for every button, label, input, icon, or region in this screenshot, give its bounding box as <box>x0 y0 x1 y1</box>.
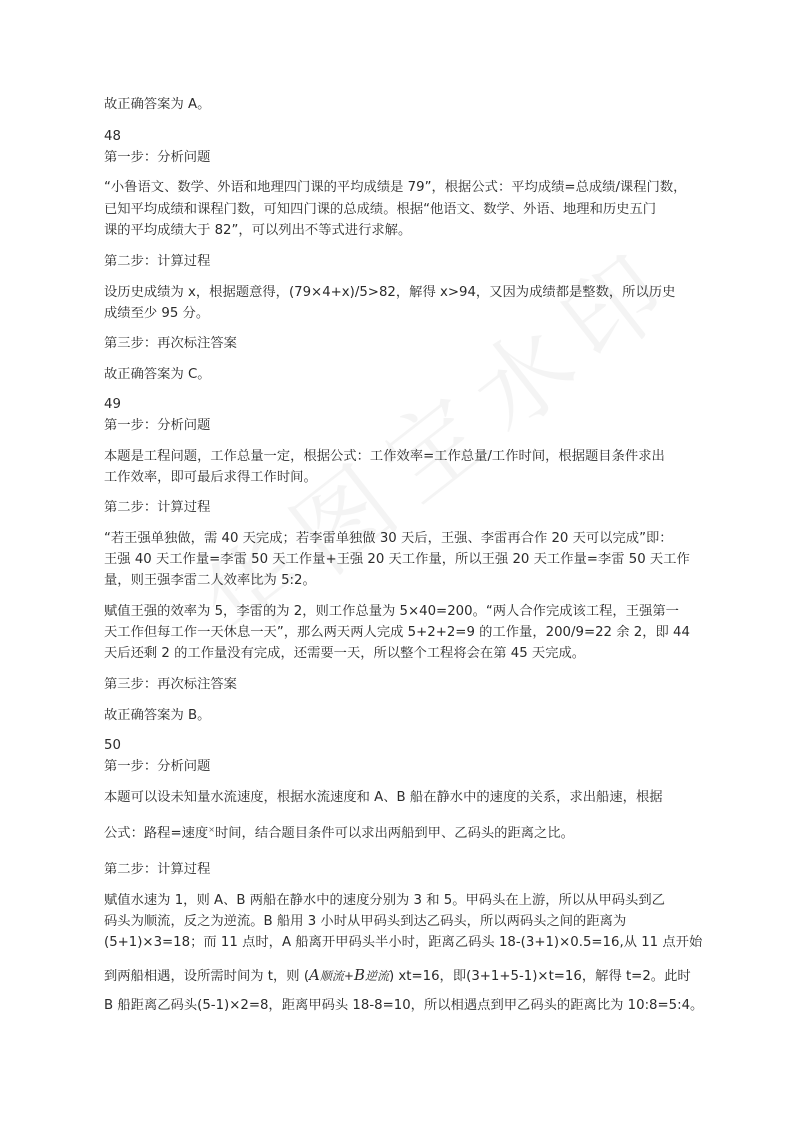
paragraph-line: “小鲁语文、数学、外语和地理四门课的平均成绩是 79”，根据公式：平均成绩=总成绩/课程门数， <box>104 180 687 195</box>
paragraph-line: 本题可以设未知量水流速度，根据水流速度和 A、B 船在静水中的速度的关系，求出船速，根据 <box>104 790 663 805</box>
paragraph-line: 王强 40 天工作量=李雷 50 天工作量+王强 20 天工作量，所以王强 20 天工作量=李雷 50 天工作 <box>104 552 690 567</box>
paragraph-line: 成绩至少 95 分。 <box>104 306 210 321</box>
text-segment: 到两船相遇，设所需时间为 t，则 ( <box>104 969 310 984</box>
answer-line: 故正确答案为 A。 <box>104 97 211 112</box>
question-number: 48 <box>104 129 121 144</box>
watermark <box>170 209 704 668</box>
text-segment: ) xt=16，即(3+1+5-1)×t=16，解得 t=2。此时 <box>388 969 691 984</box>
paragraph-line: 赋值水速为 1，则 A、B 两船在静水中的速度分别为 3 和 5。甲码头在上游，所以从甲码头到乙 <box>104 893 665 908</box>
answer-line: 故正确答案为 C。 <box>104 367 211 382</box>
step-heading: 第三步：再次标注答案 <box>104 677 237 692</box>
formula: A顺流+B逆流 <box>309 966 389 984</box>
paragraph-line: (5+1)×3=18；而 11 点时，A 船离开甲码头半小时，距离乙码头 18-(3+1)×0.5=16,从 11 点开始 <box>104 935 703 950</box>
text-segment: 时间，结合题目条件可以求出两船到甲、乙码头的距离之比。 <box>214 826 574 841</box>
step-heading: 第二步：计算过程 <box>104 500 211 515</box>
paragraph-line: 课的平均成绩大于 82”，可以列出不等式进行求解。 <box>104 223 412 238</box>
paragraph-line: 设历史成绩为 x，根据题意得，(79×4+x)/5>82，解得 x>94，又因为成绩都是整数，所以历史 <box>104 285 676 300</box>
step-heading: 第一步：分析问题 <box>104 418 211 433</box>
paragraph-line: 码头为顺流，反之为逆流。B 船用 3 小时从甲码头到达乙码头，所以两码头之间的距离为 <box>104 914 627 929</box>
paragraph-line <box>104 967 691 985</box>
paragraph-line: 赋值王强的效率为 5，李雷的为 2，则工作总量为 5×40=200。“两人合作完成该工程，王强第一 <box>104 604 679 619</box>
times-symbol: × <box>208 825 215 834</box>
paragraph-line: 本题是工程问题，工作总量一定，根据公式：工作效率=工作总量/工作时间，根据题目条件求出 <box>104 449 665 464</box>
paragraph-line: “若王强单独做，需 40 天完成；若李雷单独做 30 天后，王强、李雷再合作 20 天可以完成”即： <box>104 531 673 546</box>
question-number: 49 <box>104 397 121 412</box>
paragraph-line: 天工作但每工作一天休息一天”，那么两天两人完成 5+2+2=9 的工作量，200/9=22 余 2，即 44 <box>104 625 690 640</box>
paragraph-line <box>104 822 574 842</box>
paragraph-line: 天后还剩 2 的工作量没有完成，还需要一天，所以整个工程将会在第 45 天完成。 <box>104 646 586 661</box>
question-number: 50 <box>104 738 121 753</box>
paragraph-line: 已知平均成绩和课程门数，可知四门课的总成绩。根据“他语文、数学、外语、地理和历史五门 <box>104 202 657 217</box>
paragraph-line: 量，则王强李雷二人效率比为 5:2。 <box>104 573 316 588</box>
paragraph-line: B 船距离乙码头(5-1)×2=8，距离甲码头 18-8=10，所以相遇点到甲乙码头的距离比为 10:8=5:4。 <box>104 998 704 1013</box>
text-segment: 公式：路程=速度 <box>104 826 209 841</box>
step-heading: 第二步：计算过程 <box>104 862 211 877</box>
step-heading: 第一步：分析问题 <box>104 150 211 165</box>
answer-line: 故正确答案为 B。 <box>104 708 211 723</box>
step-heading: 第二步：计算过程 <box>104 254 211 269</box>
step-heading: 第一步：分析问题 <box>104 759 211 774</box>
step-heading: 第三步：再次标注答案 <box>104 336 237 351</box>
paragraph-line: 工作效率，即可最后求得工作时间。 <box>104 470 317 485</box>
